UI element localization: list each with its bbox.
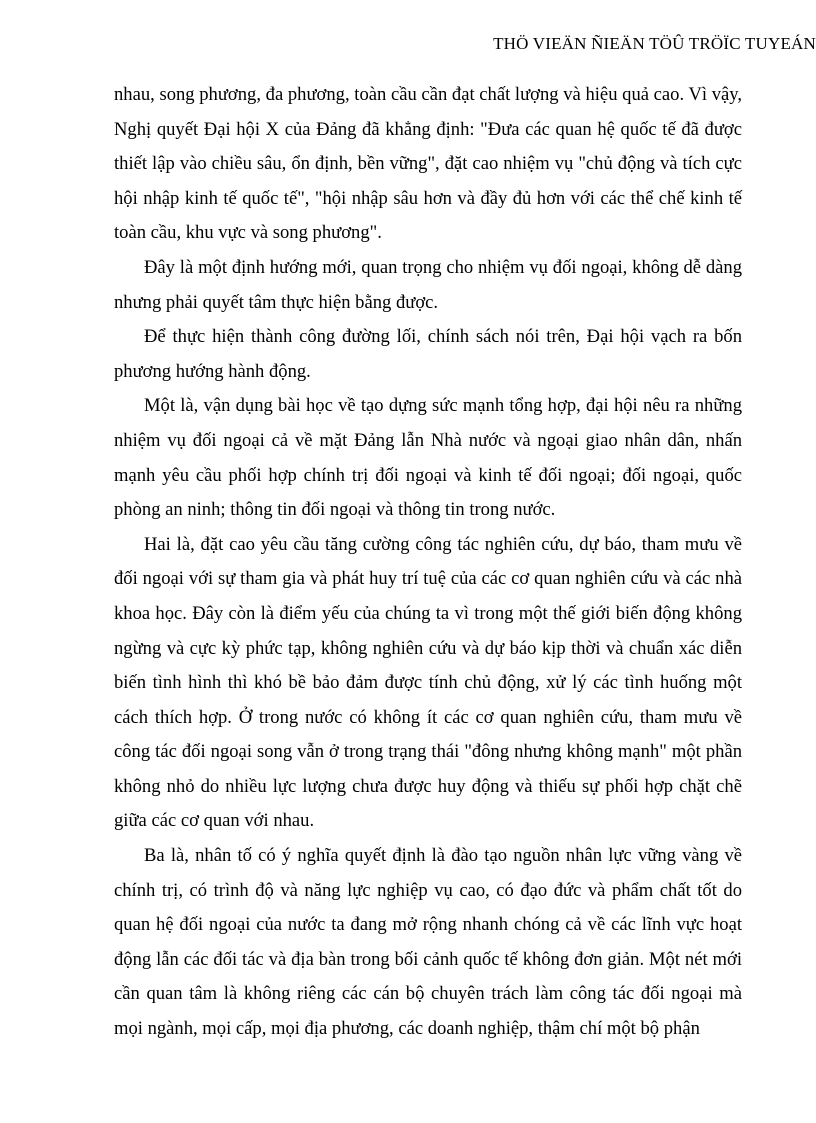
paragraph-third-direction: Ba là, nhân tố có ý nghĩa quyết định là đào tạo nguồn nhân lực vững vàng về chính trị, có trình độ và năng lực nghiệp vụ cao, có đạo đức và phẩm chất tốt do quan hệ đối ngoại của nước ta đang mở rộng nhanh chóng cả về các lĩnh vực hoạt động lẫn các đối tác và địa bàn trong bối cảnh quốc tế không đơn giản. Một nét mới cần quan tâm là không riêng các cán bộ chuyên trách làm công tác đối ngoại mà mọi ngành, mọi cấp, mọi địa phương, các doanh nghiệp, thậm chí một bộ phận (114, 845, 742, 1040)
paragraph-orientation: Đây là một định hướng mới, quan trọng cho nhiệm vụ đối ngoại, không dễ dàng nhưng phải quyết tâm thực hiện bằng được. (114, 256, 742, 313)
page-header: THÖ VIEÄN ÑIEÄN TÖÛ TRÖÏC TUYEÁN (493, 34, 816, 53)
document-body (114, 78, 742, 1047)
paragraph-four-directions: Để thực hiện thành công đường lối, chính sách nói trên, Đại hội vạch ra bốn phương hướng hành động. (114, 326, 742, 382)
paragraph-continuation: nhau, song phương, đa phương, toàn cầu cần đạt chất lượng và hiệu quả cao. Vì vậy, Nghị quyết Đại hội X của Đảng đã khẳng định: "Đưa các quan hệ quốc tế đã được thiết lập vào chiều sâu, ổn định, bền vững", đặt cao nhiệm vụ "chủ động và tích cực hội nhập kinh tế quốc tế", "hội nhập sâu hơn và đầy đủ hơn với các thể chế kinh tế toàn cầu, khu vực và song phương". (114, 84, 742, 244)
paragraph-first-direction: Một là, vận dụng bài học về tạo dựng sức mạnh tổng hợp, đại hội nêu ra những nhiệm vụ đối ngoại cả về mặt Đảng lẫn Nhà nước và ngoại giao nhân dân, nhấn mạnh yêu cầu phối hợp chính trị đối ngoại và kinh tế đối ngoại; đối ngoại, quốc phòng an ninh; thông tin đối ngoại và thông tin trong nước. (114, 395, 742, 521)
paragraph-second-direction: Hai là, đặt cao yêu cầu tăng cường công tác nghiên cứu, dự báo, tham mưu về đối ngoại với sự tham gia và phát huy trí tuệ của các cơ quan nghiên cứu và các nhà khoa học. Đây còn là điểm yếu của chúng ta vì trong một thế giới biến động không ngừng và cực kỳ phức tạp, không nghiên cứu và dự báo kịp thời và chuẩn xác diễn biến tình hình thì khó bề bảo đảm được tính chủ động, xử lý các tình huống một cách thích hợp. Ở trong nước có không ít các cơ quan nghiên cứu, tham mưu về công tác đối ngoại song vẫn ở trong trạng thái "đông nhưng không mạnh" một phần không nhỏ do nhiều lực lượng chưa được huy động và thiếu sự phối hợp chặt chẽ giữa các cơ quan với nhau. (114, 533, 742, 832)
